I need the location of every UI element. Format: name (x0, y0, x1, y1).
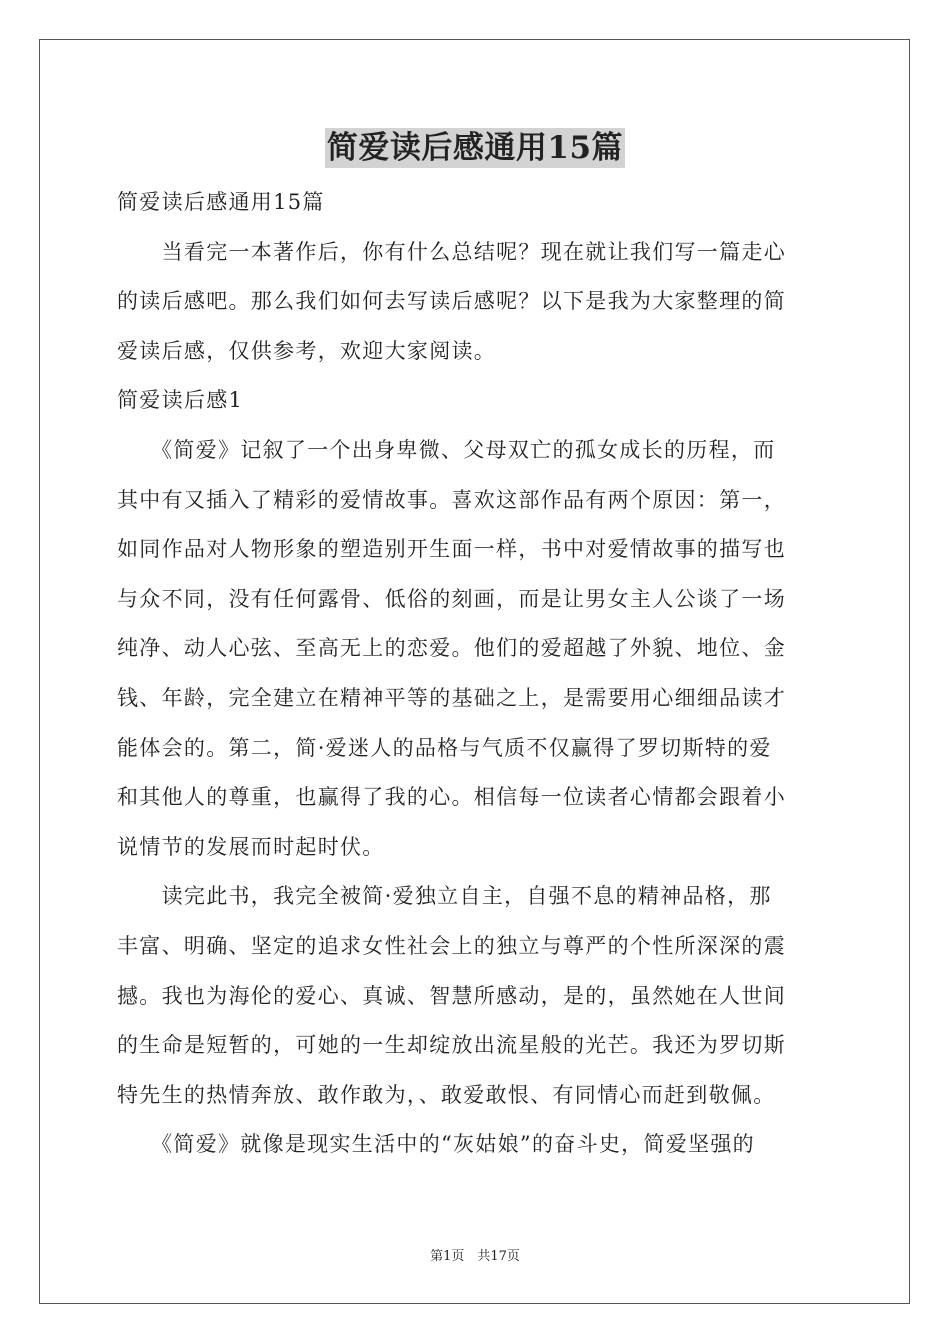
text-line: 与众不同，没有任何露骨、低俗的刻画，而是让男女主人公谈了一场 (117, 586, 786, 611)
document-body (117, 178, 835, 1170)
text-line: 钱、年龄，完全建立在精神平等的基础之上，是需要用心细细品读才 (117, 685, 786, 710)
text-line: 读完此书，我完全被简·爱独立自主，自强不息的精神品格，那 (117, 884, 772, 909)
document-title (0, 128, 950, 173)
text-line: 特先生的热情奔放、敢作敢为，、敢爱敢恨、有同情心而赶到敬佩。 (117, 1082, 776, 1107)
text-line: 的生命是短暂的，可她的一生却绽放出流星般的光芒。我还为罗切斯 (117, 1033, 786, 1058)
text-line: 《简爱》就像是现实生活中的“灰姑娘”的奋斗史，简爱坚强的 (117, 1132, 755, 1157)
page-footer: 第1页 共17页 (430, 1249, 520, 1264)
text-line: 纯净、动人心弦、至高无上的恋爱。他们的爱超越了外貌、地位、金 (117, 636, 786, 661)
text-line: 如同作品对人物形象的塑造别开生面一样，书中对爱情故事的描写也 (117, 537, 786, 562)
text-line: 丰富、明确、坚定的追求女性社会上的独立与尊严的个性所深深的震 (117, 933, 786, 958)
text-line: 简爱读后感1 (117, 388, 244, 413)
text-line: 爱读后感，仅供参考，欢迎大家阅读。 (117, 338, 497, 363)
text-line: 撼。我也为海伦的爱心、真诚、智慧所感动，是的，虽然她在人世间 (117, 983, 786, 1008)
text-line: 的读后感吧。那么我们如何去写读后感呢？以下是我为大家整理的简 (117, 289, 786, 314)
text-line: 能体会的。第二，简·爱迷人的品格与气质不仅赢得了罗切斯特的爱 (117, 735, 772, 760)
text-line: 和其他人的尊重，也赢得了我的心。相信每一位读者心情都会跟着小 (117, 785, 786, 810)
text-line: 说情节的发展而时起时伏。 (117, 834, 385, 859)
document-title-text: 简爱读后感通用15篇 (326, 130, 624, 166)
text-line: 《简爱》记叙了一个出身卑微、父母双亡的孤女成长的历程，而 (117, 437, 776, 462)
text-line: 其中有又插入了精彩的爱情故事。喜欢这部作品有两个原因：第一， (117, 487, 786, 512)
text-line: 简爱读后感通用15篇 (117, 190, 325, 214)
text-line: 当看完一本著作后，你有什么总结呢？现在就让我们写一篇走心 (117, 239, 786, 264)
